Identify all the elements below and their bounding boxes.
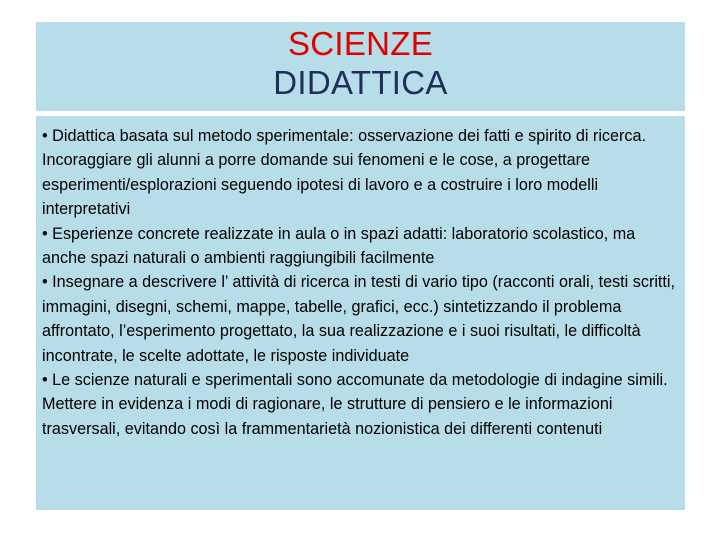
slide-title-line2: DIDATTICA	[273, 64, 448, 101]
bullet-item: • Esperienze concrete realizzate in aula o in spazi adatti: laboratorio scolastico, ma anche spazi naturali o ambienti raggiungibili facilmente	[42, 224, 636, 268]
bullet-item: • Le scienze naturali e sperimentali sono accomunate da metodologie di indagine simili. Mettere in evidenza i modi di ragionare, le strutture di pensiero e le informazioni trasversali, evitando così la frammentarietà nozionistica dei differenti contenuti	[42, 371, 668, 438]
bullet-item: • Didattica basata sul metodo sperimentale: osservazione dei fatti e spirito di ricerca. Incoraggiare gli alunni a porre domande sui fenomeni e le cose, a progettare esperimenti/esplorazioni seguendo ipotesi di lavoro e a costruire i loro modelli interpretativi	[42, 127, 646, 219]
title-box	[36, 22, 685, 111]
bullet-item: • Insegnare a descrivere l’ attività di ricerca in testi di vario tipo (racconti orali, testi scritti, immagini, disegni, schemi, mappe, tabelle, grafici, ecc.) sintetizzando il problema affrontato, l’esperimento progettato, la sua realizzazione e i suoi risultati, le difficoltà incontrate, le scelte adottate, le risposte individuate	[42, 273, 676, 365]
slide-title-line1: SCIENZE	[287, 25, 434, 62]
content-box	[36, 116, 685, 510]
